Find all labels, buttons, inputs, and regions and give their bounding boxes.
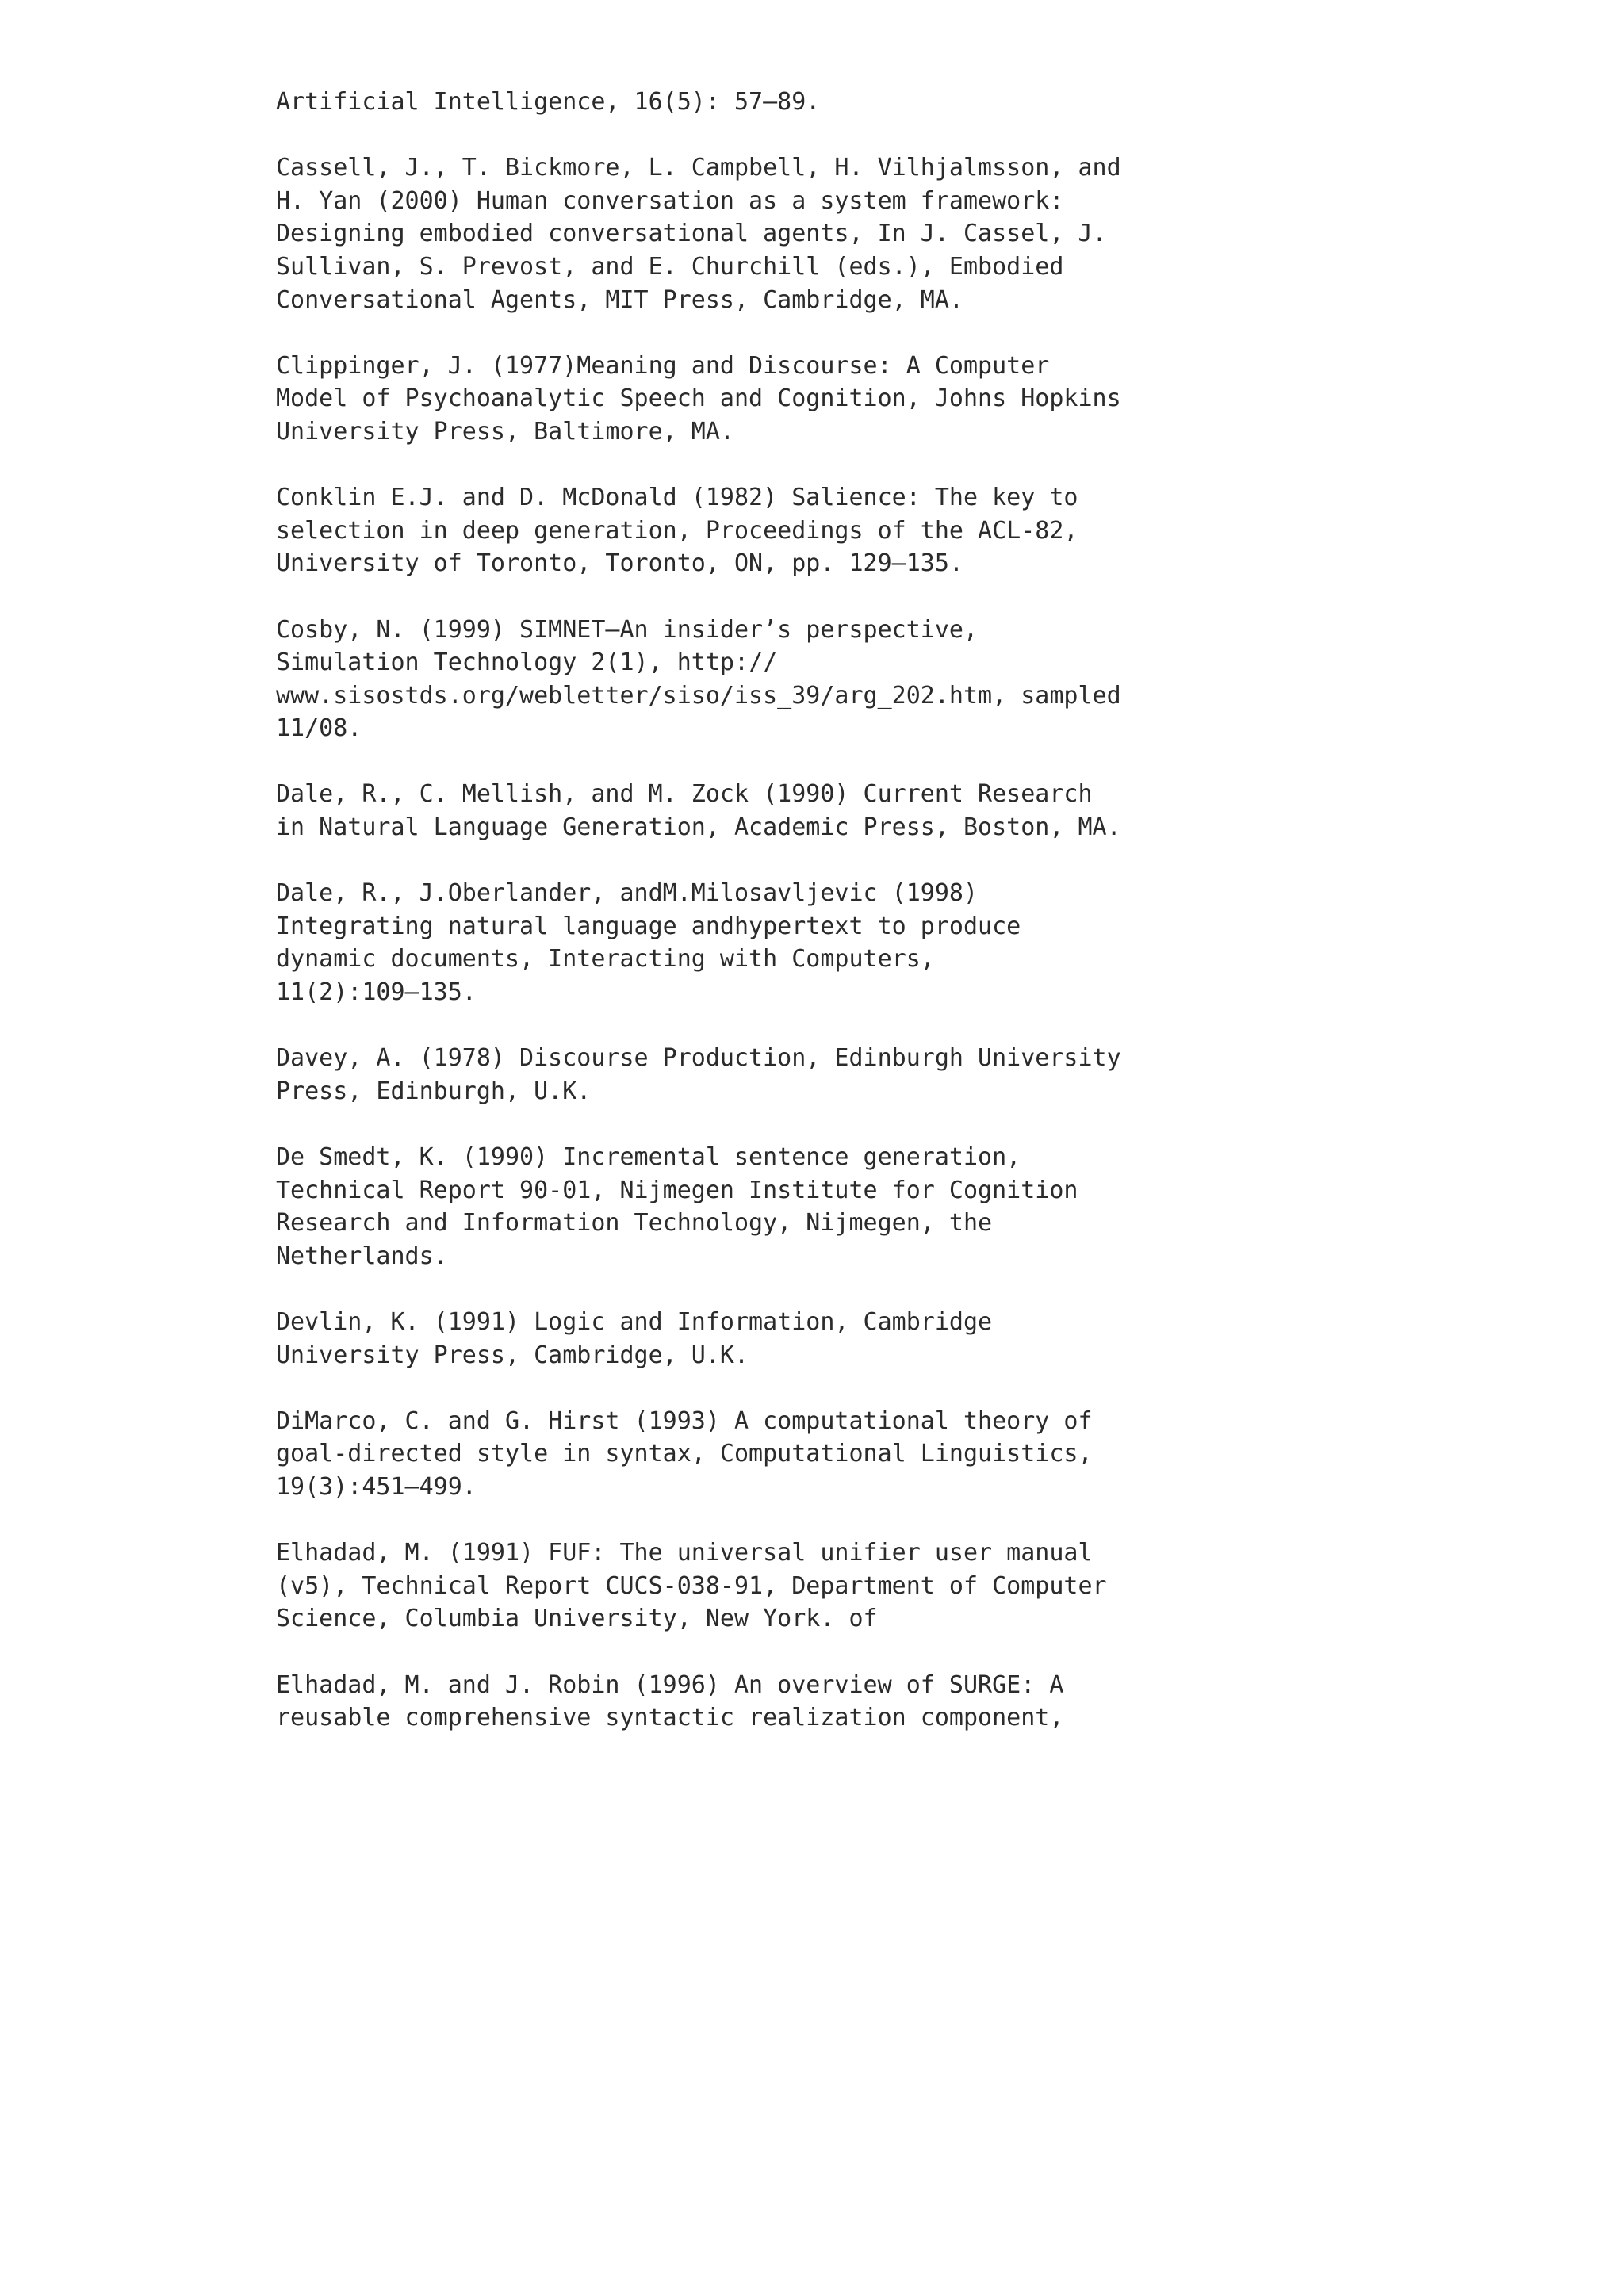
reference-line: Artificial Intelligence, 16(5): 57–89.: [276, 88, 821, 116]
reference-entry: [276, 86, 1386, 119]
reference-line: (v5), Technical Report CUCS-038-91, Department of Computer: [276, 1571, 1107, 1600]
reference-entry: [276, 877, 1386, 1008]
reference-line: Simulation Technology 2(1), http://: [276, 649, 778, 677]
reference-line: Conversational Agents, MIT Press, Cambridge, MA.: [276, 285, 963, 314]
reference-line: Dale, R., C. Mellish, and M. Zock (1990) Current Research: [276, 780, 1093, 809]
reference-entry: [276, 778, 1386, 844]
reference-line: 19(3):451–499.: [276, 1472, 477, 1501]
reference-line: Elhadad, M. (1991) FUF: The universal unifier user manual: [276, 1539, 1093, 1567]
reference-line: Press, Edinburgh, U.K.: [276, 1077, 592, 1105]
reference-entry: [276, 614, 1386, 745]
reference-entry: [276, 1306, 1386, 1372]
reference-line: Research and Information Technology, Nijmegen, the: [276, 1209, 993, 1238]
reference-line: H. Yan (2000) Human conversation as a system framework:: [276, 186, 1064, 215]
reference-entry: [276, 1042, 1386, 1108]
reference-entry: [276, 481, 1386, 580]
reference-line: Devlin, K. (1991) Logic and Information, Cambridge: [276, 1307, 993, 1336]
reference-line: selection in deep generation, Proceedings of the ACL-82,: [276, 516, 1078, 545]
reference-line: reusable comprehensive syntactic realization component,: [276, 1704, 1064, 1732]
reference-entry: [276, 151, 1386, 316]
reference-line: University Press, Cambridge, U.K.: [276, 1341, 749, 1369]
reference-line: De Smedt, K. (1990) Incremental sentence generation,: [276, 1143, 1021, 1171]
reference-list: [276, 86, 1386, 1767]
reference-line: Sullivan, S. Prevost, and E. Churchill (eds.), Embodied: [276, 252, 1064, 281]
reference-line: 11(2):109–135.: [276, 978, 477, 1007]
reference-line: Elhadad, M. and J. Robin (1996) An overview of SURGE: A: [276, 1670, 1064, 1699]
reference-line: Technical Report 90-01, Nijmegen Institute for Cognition: [276, 1176, 1078, 1204]
reference-line: goal-directed style in syntax, Computational Linguistics,: [276, 1440, 1093, 1468]
reference-line: University of Toronto, Toronto, ON, pp. 129–135.: [276, 549, 963, 578]
reference-line: Model of Psychoanalytic Speech and Cognition, Johns Hopkins: [276, 385, 1121, 413]
reference-entry: [276, 1405, 1386, 1504]
reference-line: Integrating natural language andhypertext to produce: [276, 912, 1021, 940]
reference-entry: [276, 350, 1386, 449]
reference-line: Conklin E.J. and D. McDonald (1982) Salience: The key to: [276, 484, 1078, 512]
reference-line: Designing embodied conversational agents, In J. Cassel, J.: [276, 220, 1107, 248]
reference-line: 11/08.: [276, 714, 362, 743]
reference-entry: [276, 1669, 1386, 1735]
reference-line: www.sisostds.org/webletter/siso/iss_39/arg_202.htm, sampled: [276, 681, 1121, 710]
reference-line: Cosby, N. (1999) SIMNET—An insider’s perspective,: [276, 615, 979, 644]
reference-line: DiMarco, C. and G. Hirst (1993) A computational theory of: [276, 1406, 1093, 1435]
reference-line: in Natural Language Generation, Academic Press, Boston, MA.: [276, 813, 1121, 842]
reference-line: Davey, A. (1978) Discourse Production, Edinburgh University: [276, 1044, 1121, 1073]
reference-line: Clippinger, J. (1977)Meaning and Discourse: A Computer: [276, 351, 1050, 380]
reference-line: Dale, R., J.Oberlander, andM.Milosavljevic (1998): [276, 879, 979, 908]
reference-line: Netherlands.: [276, 1242, 448, 1270]
reference-line: University Press, Baltimore, MA.: [276, 417, 734, 446]
reference-entry: [276, 1141, 1386, 1272]
reference-line: Cassell, J., T. Bickmore, L. Campbell, H. Vilhjalmsson, and: [276, 154, 1121, 182]
reference-line: dynamic documents, Interacting with Computers,: [276, 945, 935, 974]
reference-entry: [276, 1536, 1386, 1636]
reference-line: Science, Columbia University, New York. of: [276, 1605, 878, 1633]
